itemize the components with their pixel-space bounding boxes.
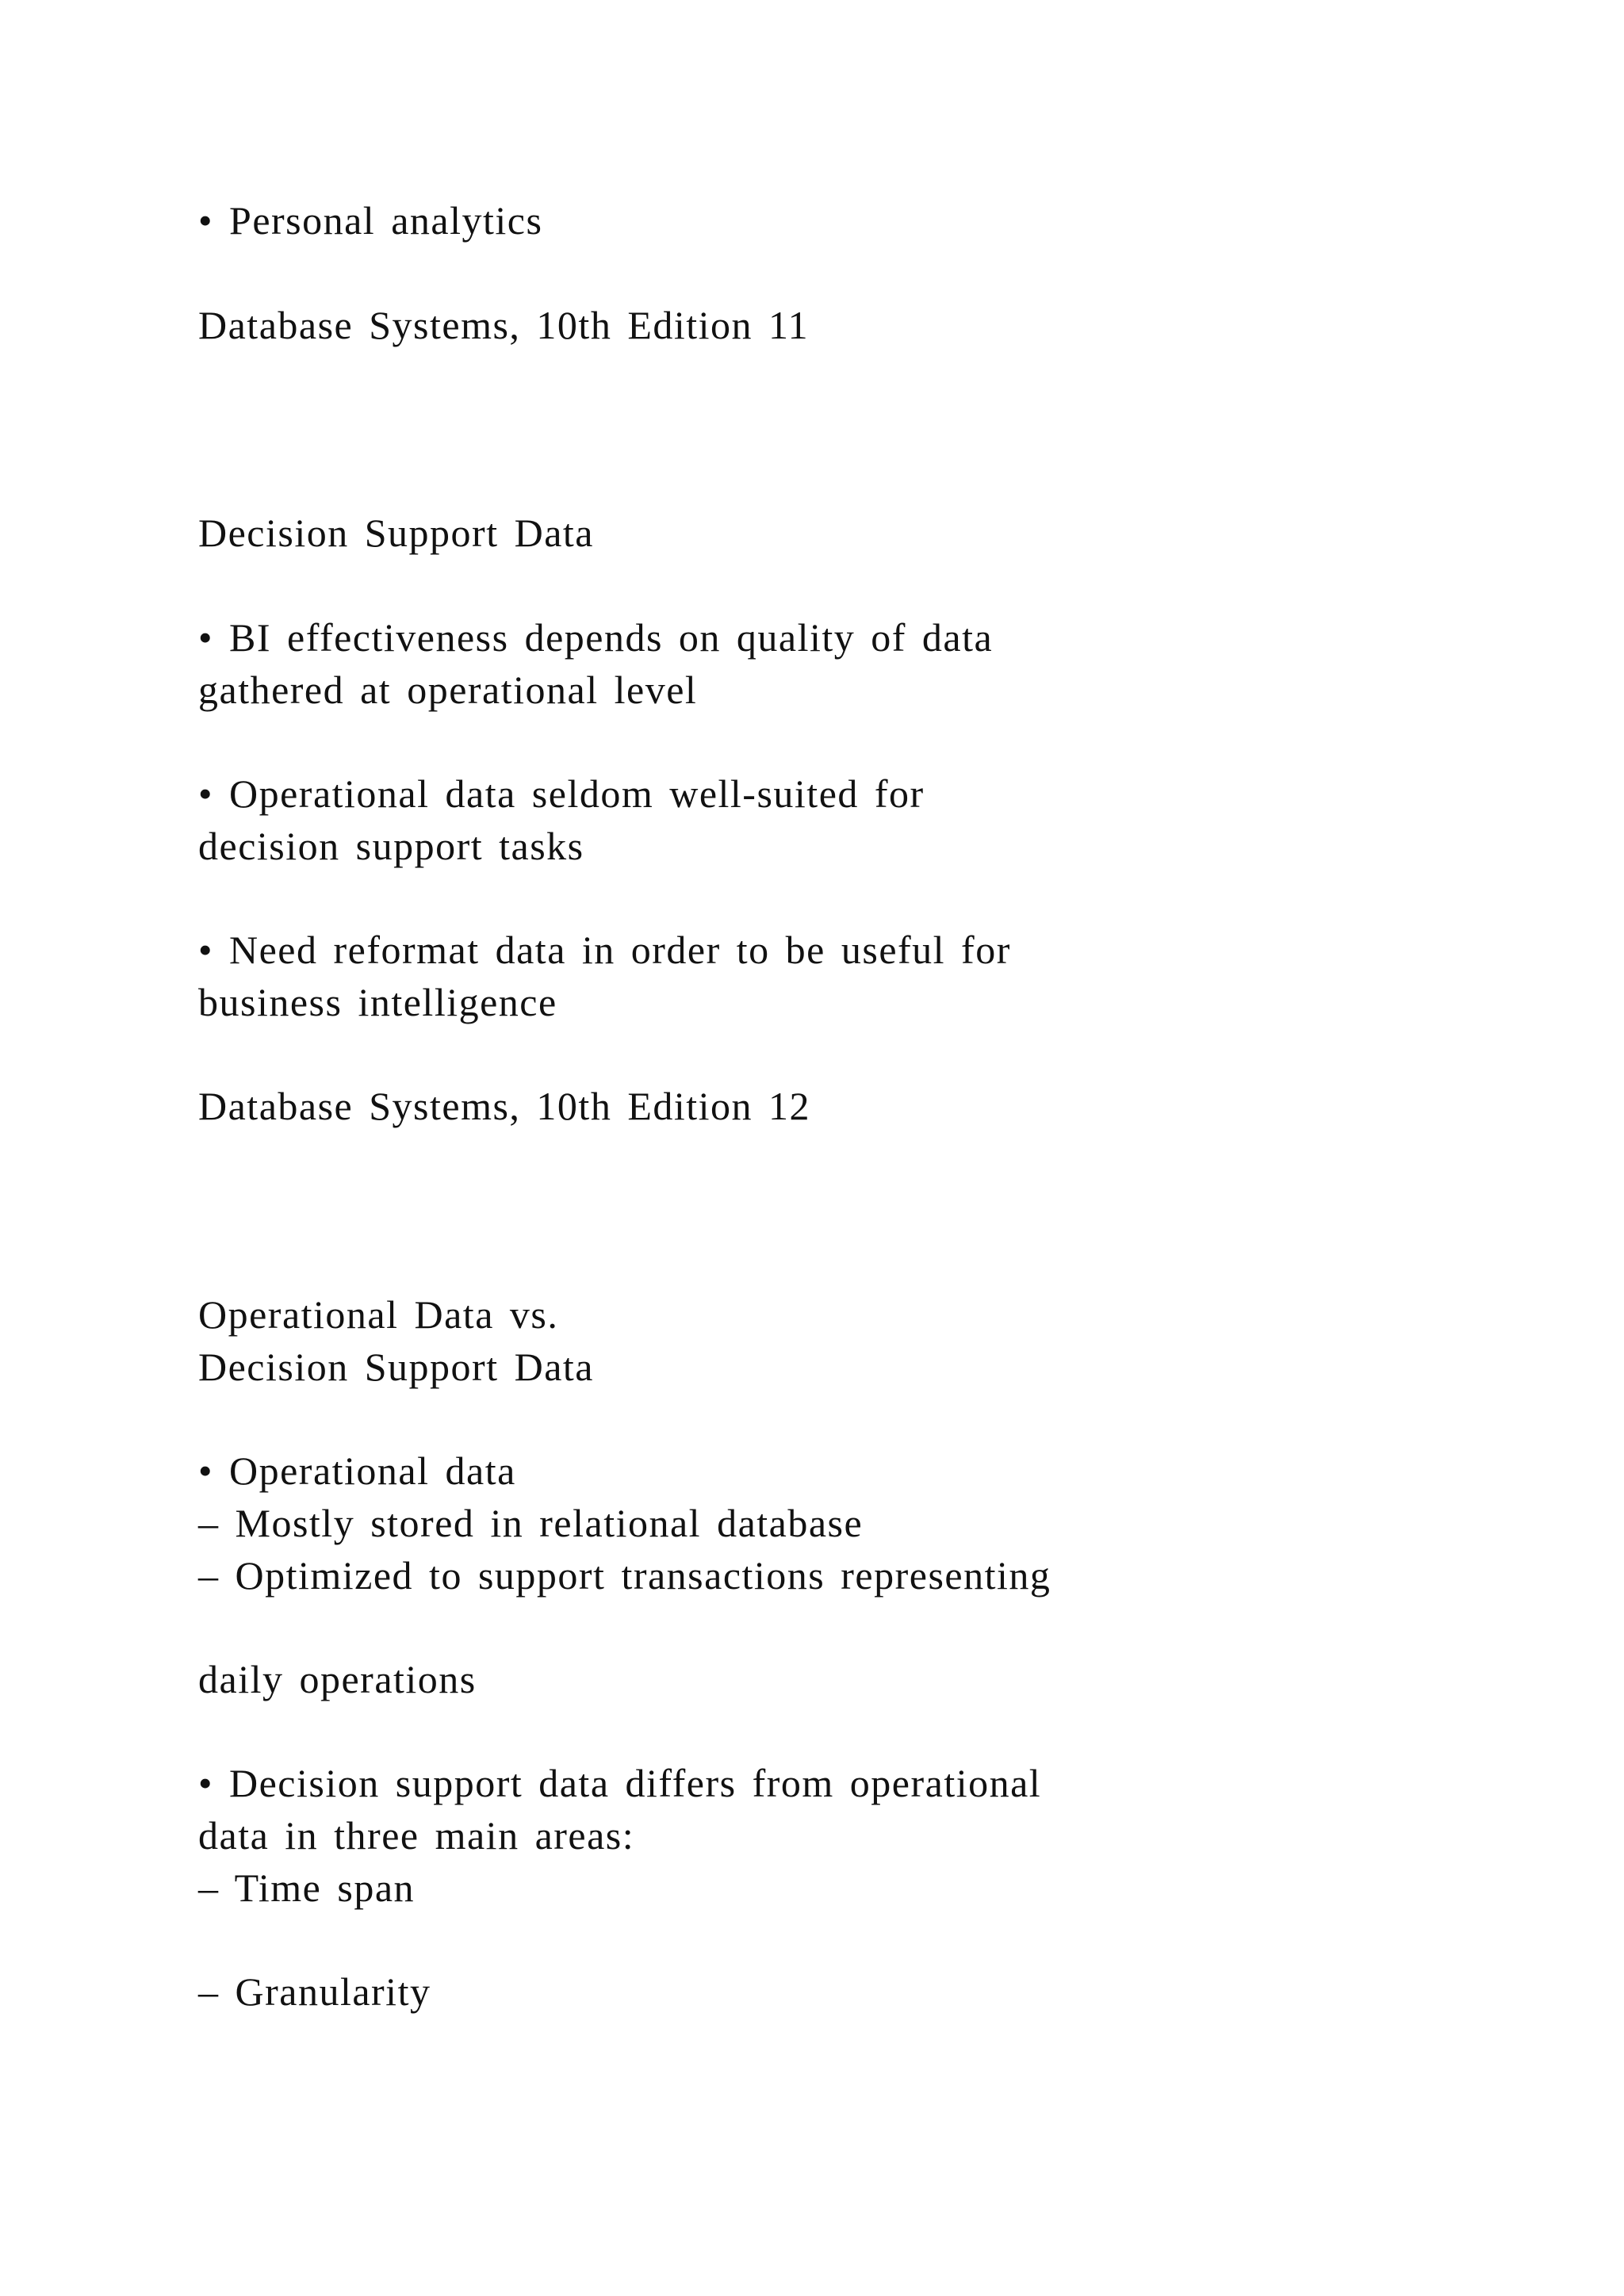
- heading-operational-vs-line2: Decision Support Data: [198, 1345, 594, 1389]
- bullet-need-reformat-line1: • Need reformat data in order to be useful for: [198, 928, 1011, 972]
- bullet-decision-differs-line1: • Decision support data differs from operational: [198, 1761, 1042, 1805]
- bullet-personal-analytics: • Personal analytics: [198, 198, 543, 243]
- page-footer-11: Database Systems, 10th Edition 11: [198, 303, 810, 347]
- sub-time-span: – Time span: [198, 1866, 416, 1910]
- bullet-decision-differs-line2: data in three main areas:: [198, 1813, 635, 1858]
- bullet-bi-effectiveness-line2: gathered at operational level: [198, 668, 698, 712]
- bullet-need-reformat-line2: business intelligence: [198, 980, 557, 1024]
- sub-optimized: – Optimized to support transactions representing: [198, 1553, 1051, 1598]
- sub-mostly-stored: – Mostly stored in relational database: [198, 1501, 864, 1545]
- bullet-operational-seldom-line1: • Operational data seldom well-suited for: [198, 771, 925, 816]
- sub-granularity: – Granularity: [198, 1969, 431, 2014]
- sub-optimized-continued: daily operations: [198, 1657, 477, 1701]
- heading-decision-support-data: Decision Support Data: [198, 511, 594, 555]
- bullet-operational-seldom-line2: decision support tasks: [198, 824, 584, 868]
- heading-operational-vs-line1: Operational Data vs.: [198, 1292, 559, 1337]
- bullet-operational-data: • Operational data: [198, 1448, 516, 1493]
- bullet-bi-effectiveness-line1: • BI effectiveness depends on quality of data: [198, 615, 994, 660]
- page-footer-12: Database Systems, 10th Edition 12: [198, 1084, 811, 1128]
